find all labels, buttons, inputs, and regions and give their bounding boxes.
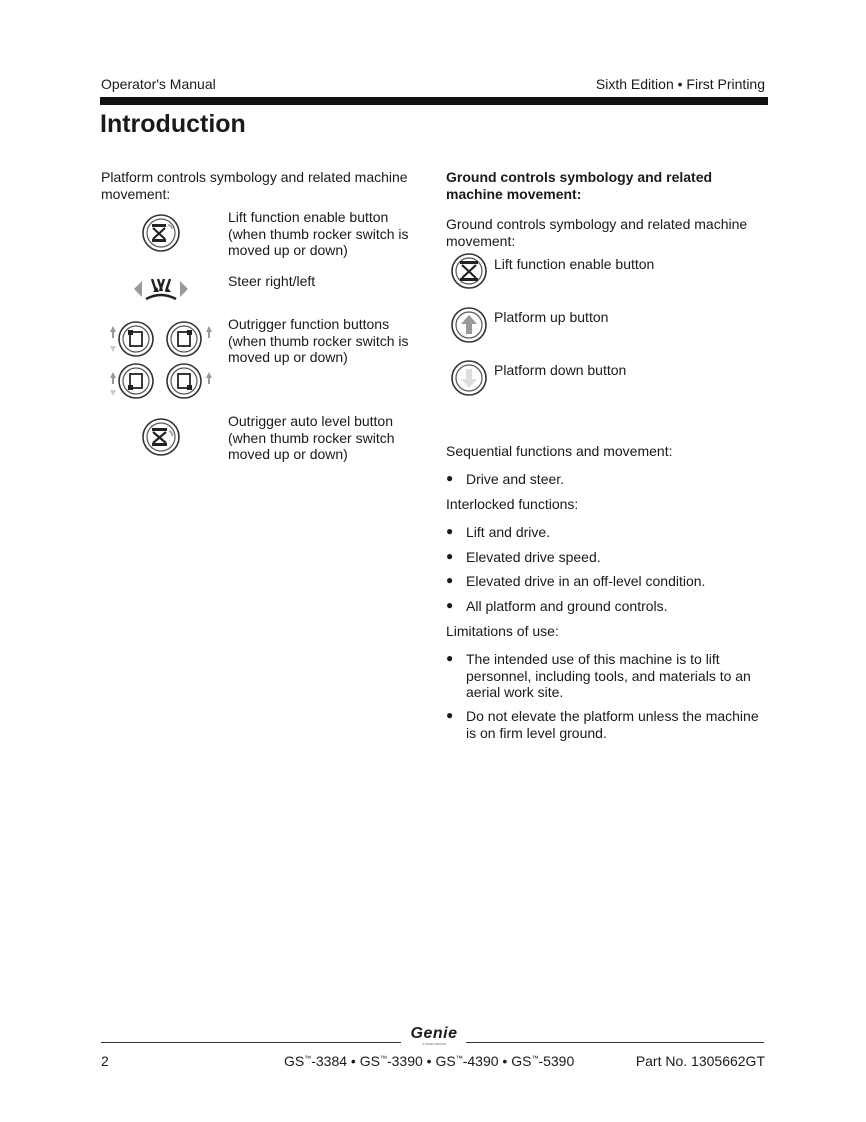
bullet: ● [446,549,454,563]
interlocked-heading: Interlocked functions: [446,496,579,512]
trademark-mark: ™ [455,1055,463,1063]
outrigger-button-rear-left-icon [110,364,153,398]
platform-controls-intro: Platform controls symbology and related machine movement: [101,169,408,202]
list-item-text: The intended use of this machine is to lift personnel, including tools, and materials to an aerial work site. [466,651,751,700]
steer-icon [101,275,221,303]
trademark-mark: ™ [304,1055,312,1063]
symbol-text: Outrigger function buttons (when thumb rocker switch is moved up or down) [228,316,409,365]
lift-enable-icon [101,213,221,253]
header-left: Operator's Manual [101,76,216,92]
genie-logo [406,1026,462,1046]
bullet: ● [446,708,454,722]
list-item-text: All platform and ground controls. [466,598,668,614]
limitations-heading: Limitations of use: [446,623,559,639]
symbol-text: Lift function enable button (when thumb rocker switch is moved up or down) [228,209,409,258]
list-item-text: Elevated drive speed. [466,549,601,565]
sequential-heading: Sequential functions and movement: [446,443,673,459]
list-item-text: Drive and steer. [466,471,565,487]
bullet: ● [446,651,454,665]
right-column [446,169,768,741]
outrigger-button-front-left-icon [110,322,153,356]
footer-rule-left [101,1042,401,1043]
model-list: GS™-3384 • GS™-3390 • GS™-4390 • GS™-5390 [284,1053,575,1069]
genie-logo-wordmark: Genie [410,1025,458,1042]
symbol-text: Steer right/left [228,273,316,289]
symbol-text: Outrigger auto level button (when thumb rocker switch moved up or down) [228,413,395,462]
list-item-text: Elevated drive in an off-level condition. [466,573,706,589]
genie-logo-tagline: A TEREX BRAND [422,1042,446,1046]
model-number: -5390 [538,1053,575,1069]
model-number: -3384 [311,1053,348,1069]
list-item-text: Do not elevate the platform unless the machine is on firm level ground. [466,708,759,741]
model-prefix: GS [284,1053,305,1069]
trademark-mark: ™ [379,1055,387,1063]
bullet: ● [446,573,454,587]
auto-level-icon [101,417,221,457]
page-number: 2 [101,1053,109,1069]
page-title: Introduction [100,110,246,138]
header-right: Sixth Edition • First Printing [595,76,765,92]
model-prefix: GS [359,1053,380,1069]
header-rule [100,97,768,105]
outrigger-buttons-icon [101,318,221,402]
ground-controls-intro: Ground controls symbology and related machine movement: [446,216,748,249]
part-number: Part No. 1305662GT [635,1053,765,1069]
outrigger-button-front-right-icon [167,322,212,356]
ground-symbol-text: Lift function enable button [494,256,655,272]
footer-rule-right [466,1042,764,1043]
bullet: ● [446,471,454,485]
model-number: -3390 [386,1053,423,1069]
model-prefix: GS [435,1053,456,1069]
platform-down-icon [450,356,488,399]
bullet: ● [446,598,454,612]
platform-up-icon [450,303,488,346]
trademark-mark: ™ [531,1055,539,1063]
model-number: -4390 [462,1053,499,1069]
lift-enable-icon [450,250,488,293]
ground-controls-heading: Ground controls symbology and related machine movement: [446,169,713,202]
outrigger-button-rear-right-icon [167,364,212,398]
left-column [101,169,421,462]
ground-symbol-text: Platform up button [494,309,609,325]
ground-symbol-text: Platform down button [494,362,627,378]
list-item-text: Lift and drive. [466,524,551,540]
bullet: ● [446,524,454,538]
model-prefix: GS [511,1053,532,1069]
